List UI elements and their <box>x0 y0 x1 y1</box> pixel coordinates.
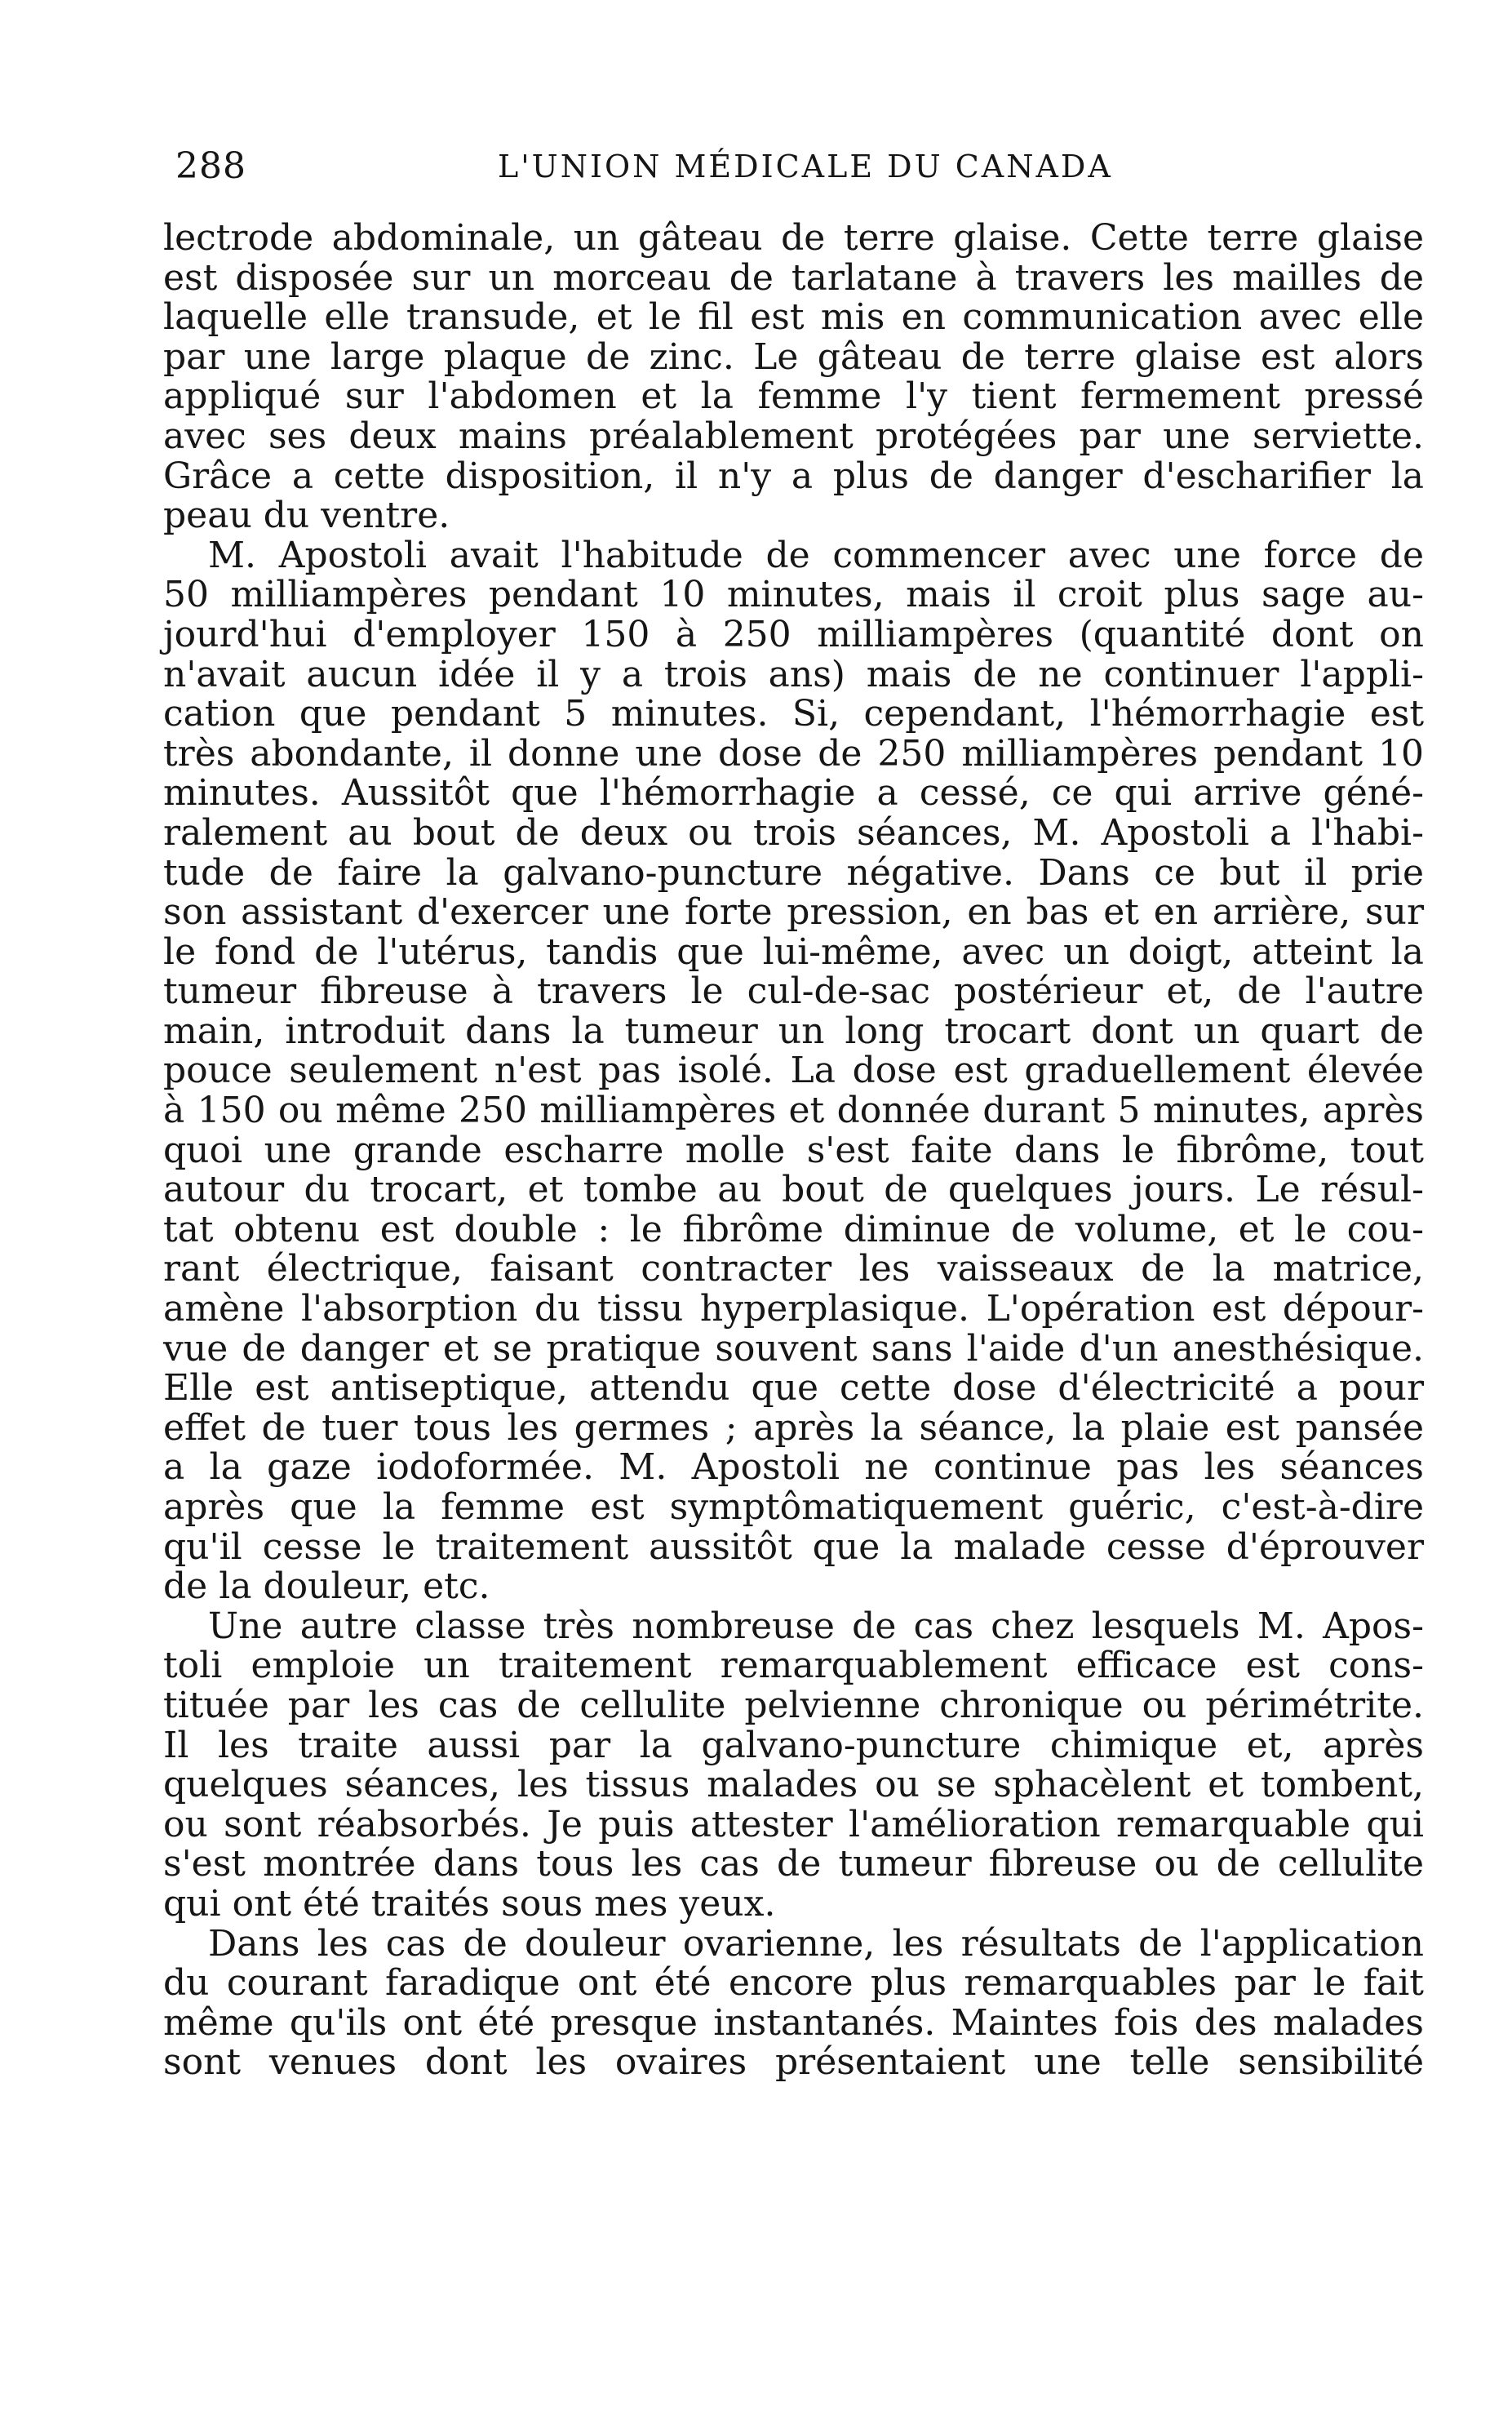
running-head <box>175 145 1432 194</box>
text-line: lectrode abdominale, un gâteau de terre glaise. Cette terre glaise <box>163 217 1424 259</box>
text-line: très abondante, il donne une dose de 250 milliampères pendant 10 <box>163 732 1424 775</box>
text-line: de la douleur, etc. <box>163 1565 490 1608</box>
text-line: a la gaze iodoformée. M. Apostoli ne continue pas les séances <box>163 1446 1424 1489</box>
text-line: son assistant d'exercer une forte pression, en bas et en arrière, sur <box>163 891 1424 934</box>
text-line: ralement au bout de deux ou trois séances, M. Apostoli a l'habi- <box>163 811 1424 854</box>
text-line: peau du ventre. <box>163 495 450 537</box>
body-text <box>163 219 1424 2083</box>
text-line: vue de danger et se pratique souvent sans l'aide d'un anesthésique. <box>163 1327 1424 1370</box>
text-line: qui ont été traités sous mes yeux. <box>163 1882 776 1925</box>
text-line: cation que pendant 5 minutes. Si, cependant, l'hémorrhagie est <box>163 693 1424 735</box>
text-line: toli emploie un traitement remarquablement efficace est cons- <box>163 1645 1424 1687</box>
text-line: amène l'absorption du tissu hyperplasique. L'opération est dépour- <box>163 1288 1424 1330</box>
text-line: Une autre classe très nombreuse de cas chez lesquels M. Apos- <box>208 1605 1424 1647</box>
text-line: même qu'ils ont été presque instantanés. Maintes fois des malades <box>163 2001 1424 2044</box>
text-line: Grâce a cette disposition, il n'y a plus de danger d'escharifier la <box>163 455 1424 497</box>
text-line: main, introduit dans la tumeur un long trocart dont un quart de <box>163 1010 1424 1052</box>
text-line: le fond de l'utérus, tandis que lui-même, avec un doigt, atteint la <box>163 930 1424 973</box>
text-line: qu'il cesse le traitement aussitôt que la malade cesse d'éprouver <box>163 1525 1424 1568</box>
text-line: jourd'hui d'employer 150 à 250 milliampères (quantité dont on <box>163 613 1424 655</box>
text-line: Elle est antiseptique, attendu que cette dose d'électricité a pour <box>163 1367 1424 1410</box>
text-line: quoi une grande escharre molle s'est faite dans le fibrôme, tout <box>163 1129 1424 1171</box>
text-line: est disposée sur un morceau de tarlatane à travers les mailles de <box>163 256 1424 299</box>
text-line: 50 milliampères pendant 10 minutes, mais il croit plus sage au- <box>163 574 1424 616</box>
text-line: ou sont réabsorbés. Je puis attester l'amélioration remarquable qui <box>163 1803 1424 1845</box>
text-line: du courant faradique ont été encore plus remarquables par le fait <box>163 1962 1424 2005</box>
text-line: rant électrique, faisant contracter les vaisseaux de la matrice, <box>163 1248 1424 1290</box>
text-line: effet de tuer tous les germes ; après la séance, la plaie est pansée <box>163 1406 1424 1449</box>
text-line: M. Apostoli avait l'habitude de commencer avec une force de <box>208 534 1424 576</box>
text-line: autour du trocart, et tombe au bout de quelques jours. Le résul- <box>163 1169 1424 1211</box>
text-line: après que la femme est symptômatiquement guéric, c'est-à-dire <box>163 1486 1424 1528</box>
text-line: quelques séances, les tissus malades ou se sphacèlent et tombent, <box>163 1764 1424 1806</box>
text-line: s'est montrée dans tous les cas de tumeur fibreuse ou de cellulite <box>163 1843 1424 1885</box>
text-line: à 150 ou même 250 milliampères et donnée durant 5 minutes, après <box>163 1090 1424 1132</box>
text-line: laquelle elle transude, et le fil est mis en communication avec elle <box>163 296 1424 339</box>
page-number: 288 <box>175 145 246 187</box>
text-line: sont venues dont les ovaires présentaient une telle sensibilité <box>163 2041 1424 2084</box>
text-line: tude de faire la galvano-puncture négative. Dans ce but il prie <box>163 851 1424 894</box>
text-line: tumeur fibreuse à travers le cul-de-sac postérieur et, de l'autre <box>163 970 1424 1013</box>
text-line: Il les traite aussi par la galvano-puncture chimique et, après <box>163 1724 1424 1766</box>
text-line: minutes. Aussitôt que l'hémorrhagie a cessé, ce qui arrive géné- <box>163 772 1424 815</box>
text-line: n'avait aucun idée il y a trois ans) mais de ne continuer l'appli- <box>163 653 1424 695</box>
text-line: par une large plaque de zinc. Le gâteau de terre glaise est alors <box>163 335 1424 378</box>
text-line: tat obtenu est double : le fibrôme diminue de volume, et le cou- <box>163 1208 1424 1250</box>
text-line: appliqué sur l'abdomen et la femme l'y tient fermement pressé <box>163 375 1424 418</box>
text-line: pouce seulement n'est pas isolé. La dose est graduellement élevée <box>163 1050 1424 1092</box>
journal-title: L'UNION MÉDICALE DU CANADA <box>498 149 1113 184</box>
text-line: avec ses deux mains préalablement protégées par une serviette. <box>163 415 1424 457</box>
text-line: Dans les cas de douleur ovarienne, les résultats de l'application <box>208 1922 1424 1965</box>
text-line: tituée par les cas de cellulite pelvienne chronique ou périmétrite. <box>163 1684 1424 1726</box>
